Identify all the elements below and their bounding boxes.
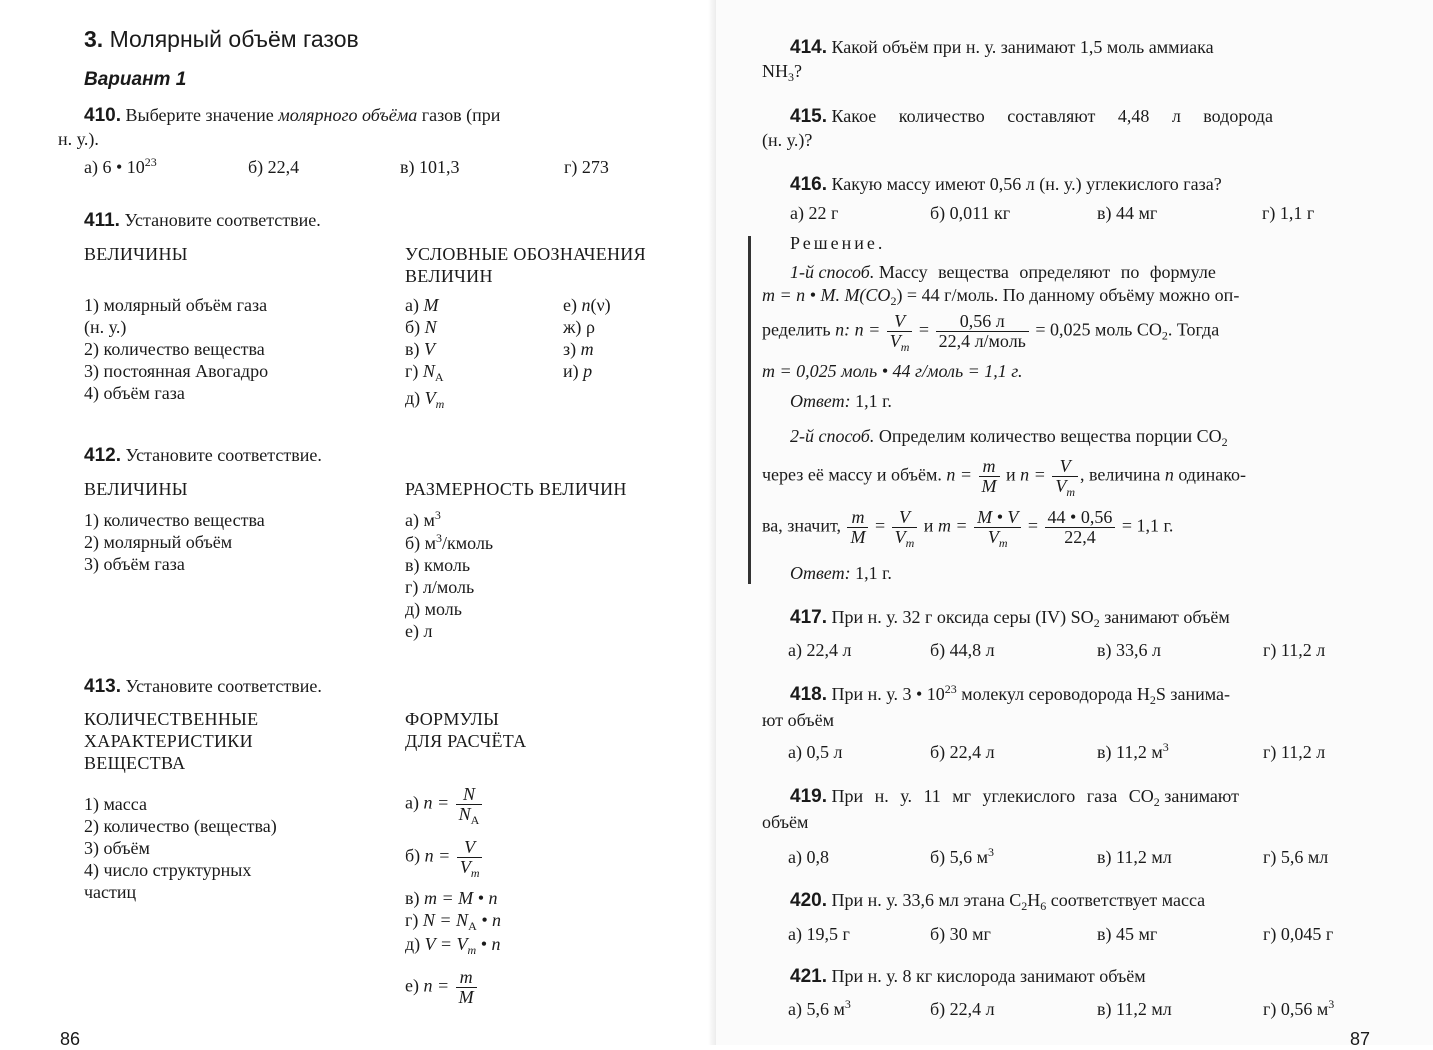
q414-line2 [762,61,802,82]
denominator [1052,475,1078,499]
q411-col2-head-2: ВЕЛИЧИН [405,266,493,286]
sub: m [435,397,445,411]
sub: A [468,919,477,933]
denominator [892,526,918,550]
q418-option-d: г) 11,2 л [1263,742,1326,762]
label: а) [405,295,419,315]
q421-question: При н. у. 8 кг кислорода занимают объём [831,966,1146,986]
conjunction: и [923,515,934,536]
q413-item: 2) количество (вещества) [84,816,277,836]
q420-option-c: в) 45 мг [1097,924,1158,944]
numerator: N [462,784,475,804]
conjunction: и [1006,464,1016,485]
solution-method1-line4 [762,361,1023,382]
result: = 1,1 г. [1121,515,1174,536]
q413-formula-c [405,888,497,909]
q410-option-a [84,157,157,178]
q417-option-d: г) 11,2 л [1263,640,1326,660]
q411-symbol-i [563,361,592,382]
q410-text-line2: н. у.). [58,129,99,149]
q413-formula-e [405,934,500,955]
fraction [979,457,1000,496]
answer-value: 1,1 г. [855,391,892,411]
formula-tail: • n [480,934,501,954]
q411-item: 3) постоянная Авогадро [84,361,269,381]
text: молекул сероводорода H [961,684,1150,704]
value: N [422,361,435,381]
fraction [456,784,483,827]
lhs: n = [424,845,451,866]
q420-question: При н. у. 33,6 мл этана C [831,890,1022,910]
solution-method1-line1 [790,262,1216,283]
q417-number: 417. [790,607,827,628]
q421-option-c: в) 11,2 мл [1097,999,1172,1019]
den-text: V [987,526,999,547]
sup: 3 [434,508,441,522]
fraction [847,508,868,547]
value: V [424,339,435,359]
q416-option-b: б) 0,011 кг [930,203,1011,223]
q414-question: Какой объём при н. у. занимают 1,5 моль аммиака [831,37,1214,57]
q412-unit-e: д) моль [405,599,462,619]
q420-option-d: г) 0,045 г [1263,924,1334,944]
denominator [456,803,483,827]
q413-col2-head: ФОРМУЛЫ [405,709,500,729]
denominator [457,856,483,880]
section-title [84,26,359,53]
q413-item: 1) масса [84,794,147,814]
numerator: 44 • 0,56 [1047,507,1113,527]
q411-col2-head-1: УСЛОВНЫЕ ОБОЗНАЧЕНИЯ [405,244,646,264]
fraction [457,837,483,880]
q413-instruction: Установите соответствие. [125,676,322,696]
q411-symbol-e [405,388,444,409]
text: в) 11,2 м [1097,742,1163,762]
tail: S занима- [1155,684,1231,704]
tail: ? [794,61,802,81]
section-number: 3. [84,26,104,52]
q410-text-b: газов (при [421,105,501,125]
text: m = 0,025 моль • 44 г/моль = 1,1 г. [762,361,1023,381]
q412-unit-d: г) л/моль [405,577,475,597]
den-sub: m [998,535,1008,550]
q418-option-b: б) 22,4 л [930,742,995,762]
q420-option-a: а) 19,5 г [788,924,850,944]
sup: 3 [436,531,443,545]
tail: занимают объём [1104,607,1230,627]
tail: соответствует масса [1050,890,1206,910]
section-title-text: Молярный объём газов [109,26,359,52]
fraction [456,968,477,1007]
q419-text [790,786,1239,808]
q419-number: 419. [790,786,827,807]
denominator [887,330,913,354]
den-sub: m [1066,484,1075,499]
q420-number: 420. [790,890,827,911]
formula: N = N [422,910,469,930]
q410-opt-a-text: а) 6 • 10 [84,157,145,177]
q416-option-a: а) 22 г [790,203,839,223]
sub: 2 [1221,435,1228,449]
variant-heading: Вариант 1 [84,69,187,90]
sub: 2 [1153,795,1160,809]
q417-option-c: в) 33,6 л [1097,640,1161,660]
den-text: V [894,526,906,547]
q412-unit-c: в) кмоль [405,555,471,575]
value: n [581,295,591,315]
q413-formula-b [405,837,484,880]
q418-text [790,684,1230,706]
q411-symbol-d [405,361,444,382]
q415-number: 415. [790,106,827,127]
text: через её массу и объём. [762,464,942,485]
label: в) [405,339,420,359]
answer-value: 1,1 г. [855,563,892,583]
equals: = [918,319,930,340]
denominator: M [456,987,477,1007]
method1-label: 1-й способ. [790,262,875,282]
denominator: 22,4 л/моль [936,331,1029,351]
numerator: V [464,837,476,857]
q410-option-d: г) 273 [564,157,609,177]
q421-text [790,966,1146,988]
q411-symbol-f [563,295,611,316]
q413-formula-f [405,968,479,1007]
solution-method1-line3 [762,311,1220,354]
q413-item: 4) число структурных [84,860,252,880]
sub: A [434,370,444,384]
q413-col1-head: КОЛИЧЕСТВЕННЫЕ [84,709,259,729]
q415-line2: (н. у.)? [762,130,813,150]
q417-option-b: б) 44,8 л [930,640,995,660]
denominator: M [847,527,868,547]
q412-unit-a [405,510,441,531]
q411-symbol-g [563,317,595,338]
solution-side-bar [748,236,751,584]
sub: 2 [1161,328,1168,343]
page-number-right: 87 [1350,1029,1371,1049]
method1-text: Массу вещества определяют по формуле [878,262,1216,282]
q412-item: 1) количество вещества [84,510,265,530]
method2-text: Определим количество вещества порции CO [878,426,1222,446]
q410-text [84,105,500,127]
numerator: m [851,507,865,527]
text: г) 0,56 м [1263,999,1329,1019]
q418-line2: ют объём [762,710,834,730]
sub: 2 [890,294,897,308]
text: б) м [405,533,437,553]
value: M [423,295,439,315]
q418-option-c [1097,742,1169,763]
sub: 2 [1021,899,1028,913]
q421-option-b: б) 22,4 л [930,999,995,1019]
q411-item: 4) объём газа [84,383,185,403]
q411-symbol-h [563,339,594,360]
q410-number: 410. [84,105,121,126]
numerator: M • V [977,507,1019,527]
label: д) [405,388,421,408]
q413-item: 3) объём [84,838,150,858]
denominator: M [979,476,1000,496]
text: H [1027,890,1041,910]
value: p [583,361,593,381]
den-text: V [459,856,471,877]
q418-question: При н. у. 3 • 10 [831,684,945,704]
numerator: m [459,967,473,987]
q411-symbol-a [405,295,438,316]
q412-number: 412. [84,445,121,466]
text: одинако- [1178,464,1247,485]
q416-number: 416. [790,174,827,195]
q411-text [84,210,321,232]
result: = 0,025 моль CO [1035,319,1162,340]
q411-symbol-c [405,339,435,360]
value: N [424,317,437,337]
q411-item: (н. у.) [84,317,127,337]
q417-text [790,607,1230,629]
text: NH [762,61,788,81]
fraction [936,312,1029,351]
text: m = n • M. M(CO [762,285,891,305]
q421-option-d [1263,999,1334,1020]
denominator [974,526,1021,550]
text: , величина [1080,464,1161,485]
q413-col2-head: ДЛЯ РАСЧЁТА [405,731,527,751]
label: з) [563,339,577,359]
q416-question: Какую массу имеют 0,56 л (н. у.) углекислого газа? [831,174,1222,194]
lhs: n = [1020,464,1046,485]
q412-unit-f: е) л [405,621,433,641]
value: ρ [585,317,595,337]
value: m [580,339,594,359]
q412-item: 2) молярный объём [84,532,233,552]
solution-method2-line3 [762,507,1174,550]
label: г) [405,361,419,381]
solution-method1-line2 [762,285,1239,306]
label: е) [405,975,419,996]
text: ва, значит, [762,515,841,536]
solution-answer-1 [790,391,892,412]
q411-symbol-b [405,317,437,338]
q417-question: При н. у. 32 г оксида серы (IV) SO [831,607,1094,627]
lhs: n = [946,464,973,485]
den-sub: m [900,339,910,354]
fraction [892,507,918,550]
den-text: N [458,803,471,824]
sub: 3 [788,70,794,84]
page-number-left: 86 [60,1029,81,1049]
tail: . Тогда [1167,319,1220,340]
den-sub: A [470,812,480,827]
den-text: V [1055,475,1067,496]
label: и) [563,361,579,381]
q419-option-d: г) 5,6 мл [1263,847,1329,867]
q410-option-c: в) 101,3 [400,157,460,177]
q413-formula-d [405,910,501,931]
fraction [974,507,1021,550]
q413-item: частиц [84,882,137,902]
label: е) [563,295,577,315]
q410-option-b: б) 22,4 [248,157,300,177]
numerator: V [1059,456,1071,476]
q411-item: 1) молярный объём газа [84,295,268,315]
sup: 3 [1162,740,1169,754]
label: д) [405,934,421,954]
q419-line2: объём [762,812,809,832]
sup: 3 [988,845,995,859]
lhs: n = [423,792,450,813]
q411-item: 2) количество вещества [84,339,265,359]
q410-opt-a-sup: 23 [144,155,157,169]
label: г) [405,910,419,930]
q419-option-b [930,847,994,868]
lhs: n = [423,975,450,996]
sup: 23 [944,682,957,696]
solution-answer-2 [790,563,892,584]
text: ределить [762,319,831,340]
tail: ) = 44 г/моль. По данному объёму можно оп- [896,285,1240,305]
fraction [1052,456,1078,499]
q416-option-c: в) 44 мг [1097,203,1158,223]
q419-option-c: в) 11,2 мл [1097,847,1172,867]
q419-question: При н. у. 11 мг углекислого газа CO [831,786,1154,806]
text: б) 5,6 м [930,847,989,867]
label: в) [405,888,420,908]
solution-method2-line1 [790,426,1228,447]
q413-formula-a [405,784,484,827]
tail: занимают [1164,786,1239,806]
q411-instruction: Установите соответствие. [124,210,321,230]
lhs: n: n = [835,319,881,340]
numerator: V [898,507,910,527]
q411-number: 411. [84,210,120,231]
q421-number: 421. [790,966,827,987]
q416-option-d: г) 1,1 г [1262,203,1315,223]
q420-option-b: б) 30 мг [930,924,991,944]
value: V [424,388,436,408]
q418-number: 418. [790,684,827,705]
q412-unit-b [405,533,493,554]
sub: 2 [1149,693,1156,707]
q419-option-a: а) 0,8 [788,847,829,867]
answer-label: Ответ: [790,563,851,583]
q415-text [790,106,1273,128]
formula-tail: • n [481,910,502,930]
equals: = [874,515,886,536]
label: ж) [563,317,582,337]
den-text: V [889,330,901,351]
formula: V = V [424,934,468,954]
method2-label: 2-й способ. [790,426,875,446]
q412-col1-head: ВЕЛИЧИНЫ [84,479,188,499]
paren: (ν) [590,295,611,315]
q414-number: 414. [790,37,827,58]
denominator: 22,4 [1045,527,1116,547]
lhs: m = [937,515,968,536]
solution-method2-line2 [762,456,1247,499]
q413-col1-head: ВЕЩЕСТВА [84,753,186,773]
q414-text [790,37,1214,59]
q417-option-a: а) 22,4 л [788,640,852,660]
numerator: V [894,311,906,331]
answer-label: Ответ: [790,391,851,411]
q415-question: Какое количество составляют 4,48 л водорода [831,106,1273,126]
q412-instruction: Установите соответствие. [125,445,322,465]
formula: m = M • n [424,888,498,908]
q421-option-a [788,999,851,1020]
sub: 2 [1093,616,1100,630]
label: а) [405,792,419,813]
q410-text-em: молярного объёма [278,105,418,125]
label: б) [405,845,421,866]
q410-text-a: Выберите значение [125,105,274,125]
numerator: m [982,456,996,476]
label: б) [405,317,421,337]
fraction [887,311,913,354]
text: а) м [405,510,435,530]
equals: = [1027,515,1039,536]
q413-text [84,676,322,698]
q412-item: 3) объём газа [84,554,185,574]
sub: m [467,943,477,957]
sub: 6 [1040,899,1047,913]
q413-col1-head: ХАРАКТЕРИСТИКИ [84,731,253,751]
text: а) 5,6 м [788,999,845,1019]
q420-text [790,890,1205,912]
q412-text [84,445,322,467]
variable: n [1164,464,1174,485]
q411-col1-head: ВЕЛИЧИНЫ [84,244,188,264]
solution-heading: Решение. [790,233,886,253]
q412-col2-head: РАЗМЕРНОСТЬ ВЕЛИЧИН [405,479,627,499]
den-sub: m [905,535,915,550]
fraction [1045,508,1116,547]
sup: 3 [844,997,851,1011]
den-sub: m [470,865,480,880]
tail: /кмоль [442,533,494,553]
numerator: 0,56 л [959,311,1005,331]
sup: 3 [1328,997,1335,1011]
q413-number: 413. [84,676,121,697]
q418-option-a: а) 0,5 л [788,742,843,762]
q416-text [790,174,1222,196]
